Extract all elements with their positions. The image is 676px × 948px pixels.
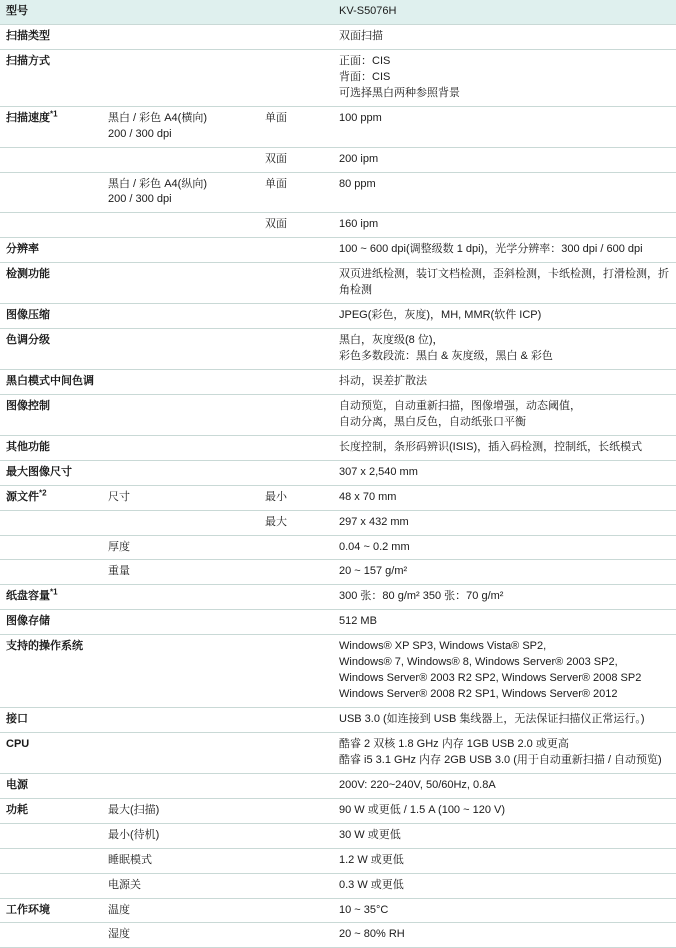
spec-label-cell: 分辨率 xyxy=(0,238,102,263)
spec-row xyxy=(0,732,676,773)
spec-label-cell: 检测功能 xyxy=(0,263,102,304)
spec-value-cell: 双面扫描 xyxy=(333,24,676,49)
spec-label-cell: 扫描类型 xyxy=(0,24,102,49)
spec-row xyxy=(0,773,676,798)
spec-label-cell xyxy=(0,823,102,848)
spec-row xyxy=(0,369,676,394)
spec-sub-label-cell: 黑白 / 彩色 A4(横向) 200 / 300 dpi xyxy=(102,106,259,147)
spec-value-cell: 20 ~ 157 g/m² xyxy=(333,560,676,585)
spec-label-cell: CPU xyxy=(0,732,102,773)
spec-value-cell: Windows® XP SP3, Windows Vista® SP2, Windows® 7, Windows® 8, Windows Server® 2003 SP2, Windows Server® 2003 R2 SP2, Windows Server® 2008 SP2 Windows Server® 2008 R2 SP1, Windows Server® 2012 xyxy=(333,635,676,708)
spec-sub-label-cell xyxy=(102,394,259,435)
spec-sub-label-cell xyxy=(102,635,259,708)
spec-sub2-label-cell: 最大 xyxy=(259,510,333,535)
spec-value-cell: USB 3.0 (如连接到 USB 集线器上，无法保证扫描仪正常运行。) xyxy=(333,708,676,733)
spec-sub2-label-cell xyxy=(259,923,333,948)
spec-label-cell: 图像压缩 xyxy=(0,304,102,329)
spec-sub-label-cell xyxy=(102,147,259,172)
spec-row xyxy=(0,610,676,635)
spec-value-cell: 正面：CIS 背面：CIS 可选择黑白两种参照背景 xyxy=(333,49,676,106)
spec-sub2-label-cell xyxy=(259,610,333,635)
spec-sub-label-cell xyxy=(102,610,259,635)
spec-row xyxy=(0,510,676,535)
spec-value-cell: 1.2 W 或更低 xyxy=(333,848,676,873)
spec-value-cell: 80 ppm xyxy=(333,172,676,213)
spec-row xyxy=(0,106,676,147)
spec-sub-label-cell xyxy=(102,510,259,535)
spec-row xyxy=(0,263,676,304)
spec-row xyxy=(0,535,676,560)
spec-sub2-label-cell xyxy=(259,24,333,49)
spec-sub-label-cell xyxy=(102,49,259,106)
spec-row xyxy=(0,823,676,848)
spec-sub-label-cell: 厚度 xyxy=(102,535,259,560)
spec-sub2-label-cell: 最小 xyxy=(259,485,333,510)
spec-sub-label-cell xyxy=(102,732,259,773)
spec-row xyxy=(0,24,676,49)
spec-sub2-label-cell xyxy=(259,435,333,460)
spec-sub2-label-cell xyxy=(259,732,333,773)
spec-sub-label-cell xyxy=(102,238,259,263)
spec-value-cell: 160 ipm xyxy=(333,213,676,238)
spec-sub2-label-cell xyxy=(259,708,333,733)
spec-row xyxy=(0,329,676,370)
spec-sub-label-cell xyxy=(102,708,259,733)
spec-row xyxy=(0,0,676,24)
spec-row xyxy=(0,394,676,435)
spec-label-cell: 接口 xyxy=(0,708,102,733)
spec-row xyxy=(0,304,676,329)
spec-label-cell: 扫描方式 xyxy=(0,49,102,106)
spec-value-cell: 300 张：80 g/m² 350 张：70 g/m² xyxy=(333,585,676,610)
spec-row xyxy=(0,435,676,460)
spec-sub-label-cell xyxy=(102,369,259,394)
spec-row xyxy=(0,873,676,898)
spec-value-cell: 自动预览，自动重新扫描，图像增强，动态阈值， 自动分离，黑白反色，自动纸张口平衡 xyxy=(333,394,676,435)
spec-sub-label-cell xyxy=(102,24,259,49)
spec-label-cell: 扫描速度$^{*1}$ xyxy=(0,106,102,147)
spec-label-cell xyxy=(0,848,102,873)
spec-sub-label-cell: 最小(待机) xyxy=(102,823,259,848)
spec-value-cell: 酷睿 2 双核 1.8 GHz 内存 1GB USB 2.0 或更高 酷睿 i5 3.1 GHz 内存 2GB USB 3.0 (用于自动重新扫描 / 自动预览) xyxy=(333,732,676,773)
spec-value-cell: 长度控制，条形码辨识(ISIS)，插入码检测，控制纸，长纸模式 xyxy=(333,435,676,460)
spec-value-cell: JPEG(彩色，灰度)，MH, MMR(软件 ICP) xyxy=(333,304,676,329)
spec-value-cell: 200V: 220~240V, 50/60Hz, 0.8A xyxy=(333,773,676,798)
spec-row xyxy=(0,635,676,708)
spec-value-cell: 0.3 W 或更低 xyxy=(333,873,676,898)
spec-row xyxy=(0,560,676,585)
spec-label-cell: 工作环境 xyxy=(0,898,102,923)
spec-row xyxy=(0,147,676,172)
spec-sub-label-cell: 睡眠模式 xyxy=(102,848,259,873)
spec-sub2-label-cell xyxy=(259,873,333,898)
spec-row xyxy=(0,848,676,873)
spec-label-cell: 其他功能 xyxy=(0,435,102,460)
spec-sub2-label-cell: 双面 xyxy=(259,213,333,238)
spec-value-cell: KV-S5076H xyxy=(333,0,676,24)
spec-row xyxy=(0,923,676,948)
spec-sub-label-cell xyxy=(102,773,259,798)
spec-label-cell xyxy=(0,147,102,172)
spec-row xyxy=(0,460,676,485)
spec-row xyxy=(0,585,676,610)
spec-label-cell xyxy=(0,172,102,213)
spec-sub2-label-cell xyxy=(259,773,333,798)
spec-sub-label-cell: 最大(扫描) xyxy=(102,798,259,823)
spec-value-cell: 48 x 70 mm xyxy=(333,485,676,510)
spec-label-cell: 型号 xyxy=(0,0,102,24)
spec-sub-label-cell xyxy=(102,304,259,329)
spec-sub2-label-cell xyxy=(259,49,333,106)
spec-value-cell: 100 ~ 600 dpi(调整级数 1 dpi)，光学分辨率：300 dpi / 600 dpi xyxy=(333,238,676,263)
spec-sub-label-cell: 电源关 xyxy=(102,873,259,898)
spec-value-cell: 297 x 432 mm xyxy=(333,510,676,535)
spec-label-cell: 电源 xyxy=(0,773,102,798)
spec-label-cell: 纸盘容量$^{*1}$ xyxy=(0,585,102,610)
spec-sub2-label-cell xyxy=(259,848,333,873)
spec-sub2-label-cell xyxy=(259,369,333,394)
spec-value-cell: 90 W 或更低 / 1.5 A (100 ~ 120 V) xyxy=(333,798,676,823)
spec-sub-label-cell: 尺寸 xyxy=(102,485,259,510)
spec-label-cell: 图像控制 xyxy=(0,394,102,435)
spec-sub2-label-cell xyxy=(259,823,333,848)
spec-sub-label-cell xyxy=(102,263,259,304)
spec-row xyxy=(0,49,676,106)
spec-row xyxy=(0,213,676,238)
spec-sub2-label-cell xyxy=(259,394,333,435)
spec-sub-label-cell xyxy=(102,435,259,460)
spec-value-cell: 307 x 2,540 mm xyxy=(333,460,676,485)
spec-label-cell xyxy=(0,560,102,585)
spec-row xyxy=(0,238,676,263)
spec-sub2-label-cell xyxy=(259,585,333,610)
spec-sub-label-cell xyxy=(102,585,259,610)
spec-sub-label-cell xyxy=(102,0,259,24)
spec-sub2-label-cell xyxy=(259,460,333,485)
spec-value-cell: 30 W 或更低 xyxy=(333,823,676,848)
spec-value-cell: 512 MB xyxy=(333,610,676,635)
spec-sub-label-cell: 黑白 / 彩色 A4(纵向) 200 / 300 dpi xyxy=(102,172,259,213)
spec-sub2-label-cell xyxy=(259,238,333,263)
spec-row xyxy=(0,485,676,510)
spec-label-cell xyxy=(0,535,102,560)
spec-label-cell: 源文件$^{*2}$ xyxy=(0,485,102,510)
spec-row xyxy=(0,172,676,213)
spec-sub2-label-cell xyxy=(259,898,333,923)
spec-value-cell: 10 ~ 35°C xyxy=(333,898,676,923)
spec-sub-label-cell xyxy=(102,213,259,238)
spec-sub2-label-cell xyxy=(259,560,333,585)
spec-label-cell xyxy=(0,213,102,238)
spec-sub2-label-cell xyxy=(259,329,333,370)
spec-label-cell: 色调分级 xyxy=(0,329,102,370)
spec-sub2-label-cell: 单面 xyxy=(259,172,333,213)
spec-value-cell: 抖动，误差扩散法 xyxy=(333,369,676,394)
spec-sub2-label-cell xyxy=(259,304,333,329)
spec-value-cell: 双页进纸检测，装订文档检测，歪斜检测，卡纸检测，打滑检测，折角检测 xyxy=(333,263,676,304)
spec-label-cell xyxy=(0,923,102,948)
spec-sub-label-cell: 温度 xyxy=(102,898,259,923)
spec-sub2-label-cell xyxy=(259,798,333,823)
spec-value-cell: 200 ipm xyxy=(333,147,676,172)
spec-sub2-label-cell xyxy=(259,263,333,304)
spec-sub2-label-cell xyxy=(259,635,333,708)
spec-sub2-label-cell: 单面 xyxy=(259,106,333,147)
spec-label-cell xyxy=(0,873,102,898)
spec-row xyxy=(0,898,676,923)
spec-label-cell: 图像存储 xyxy=(0,610,102,635)
spec-value-cell: 20 ~ 80% RH xyxy=(333,923,676,948)
spec-sub-label-cell: 湿度 xyxy=(102,923,259,948)
spec-sub2-label-cell xyxy=(259,535,333,560)
spec-sub2-label-cell: 双面 xyxy=(259,147,333,172)
spec-label-cell: 黑白模式中间色调 xyxy=(0,369,102,394)
spec-row xyxy=(0,798,676,823)
spec-value-cell: 0.04 ~ 0.2 mm xyxy=(333,535,676,560)
spec-row xyxy=(0,708,676,733)
spec-label-cell xyxy=(0,510,102,535)
spec-sub-label-cell: 重量 xyxy=(102,560,259,585)
spec-sub-label-cell xyxy=(102,329,259,370)
spec-sub-label-cell xyxy=(102,460,259,485)
spec-value-cell: 黑白，灰度级(8 位)， 彩色多数段流：黑白 & 灰度级，黑白 & 彩色 xyxy=(333,329,676,370)
spec-label-cell: 最大图像尺寸 xyxy=(0,460,102,485)
spec-value-cell: 100 ppm xyxy=(333,106,676,147)
spec-label-cell: 功耗 xyxy=(0,798,102,823)
spec-label-cell: 支持的操作系统 xyxy=(0,635,102,708)
spec-sub2-label-cell xyxy=(259,0,333,24)
